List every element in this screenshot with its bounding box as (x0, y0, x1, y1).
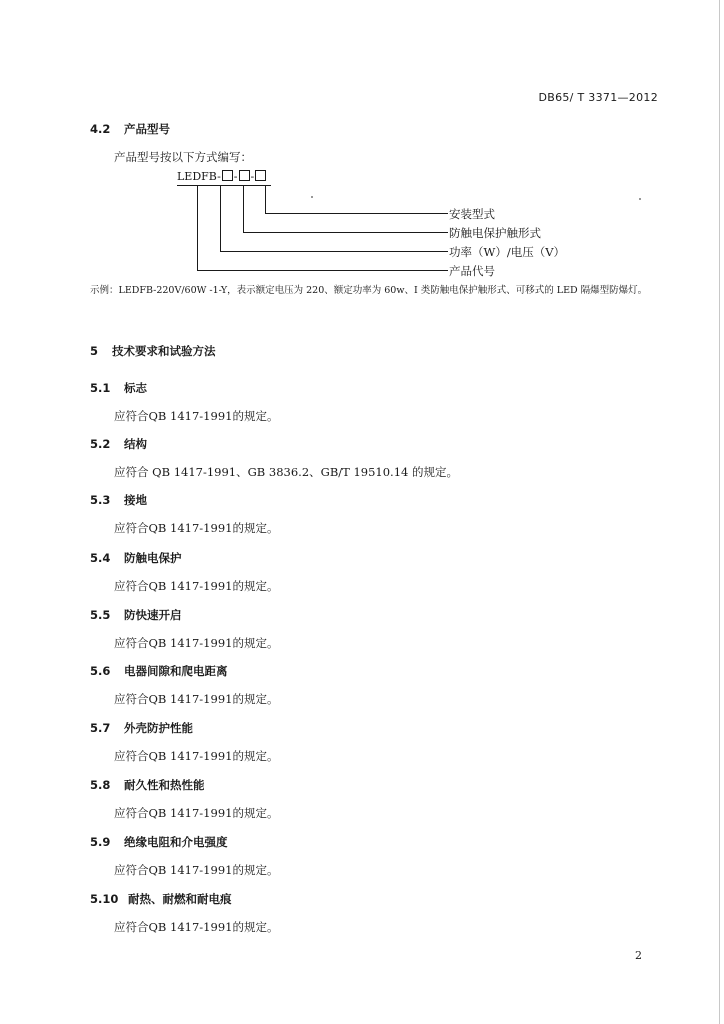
subsection-text: 应符合QB 1417-1991的规定。 (114, 521, 279, 535)
connector-line (243, 186, 244, 233)
document-code: DB65/ T 3371—2012 (538, 91, 658, 104)
subsection-heading: 5.3 接地 (90, 493, 147, 507)
scan-speck (639, 198, 641, 200)
model-code-prefix: LEDFB- (177, 170, 221, 183)
subsection-text: 应符合QB 1417-1991的规定。 (114, 579, 279, 593)
section-number: 5 (90, 344, 99, 358)
section-title: 技术要求和试验方法 (112, 344, 216, 358)
connector-line (197, 270, 448, 271)
scan-speck (311, 196, 313, 198)
connector-line (220, 186, 221, 252)
callout-installation-type: 安装型式 (449, 207, 495, 221)
example-label: 示例： (90, 285, 119, 296)
subsection-text: 应符合QB 1417-1991的规定。 (114, 636, 279, 650)
subsection-heading: 5.9 绝缘电阻和介电强度 (90, 835, 228, 849)
connector-line (265, 186, 266, 214)
callout-power-voltage: 功率（W）/电压（V） (449, 245, 565, 259)
subsection-text: 应符合QB 1417-1991的规定。 (114, 920, 279, 934)
placeholder-box (222, 170, 233, 181)
subsection-heading: 5.7 外壳防护性能 (90, 721, 193, 735)
subsection-text: 应符合 QB 1417-1991、GB 3836.2、GB/T 19510.14 的规定。 (114, 465, 459, 479)
subsection-text: 应符合QB 1417-1991的规定。 (114, 863, 279, 877)
section-title: 产品型号 (124, 122, 170, 136)
connector-line (197, 186, 198, 271)
subsection-heading: 5.2 结构 (90, 437, 147, 451)
page-number: 2 (635, 949, 642, 962)
subsection-heading: 5.1 标志 (90, 381, 147, 395)
model-code: LEDFB- - - (177, 170, 267, 183)
subsection-text: 应符合QB 1417-1991的规定。 (114, 409, 279, 423)
section-heading-5 (90, 343, 216, 359)
section-number: 4.2 (90, 122, 111, 136)
connector-line (220, 251, 448, 252)
subsection-heading: 5.10 耐热、耐燃和耐电痕 (90, 892, 232, 906)
model-code-underline (177, 185, 271, 186)
connector-line (243, 232, 448, 233)
subsection-text: 应符合QB 1417-1991的规定。 (114, 806, 279, 820)
subsection-heading: 5.5 防快速开启 (90, 608, 182, 622)
placeholder-box (239, 170, 250, 181)
placeholder-box (255, 170, 266, 181)
subsection-heading: 5.6 电器间隙和爬电距离 (90, 664, 228, 678)
subsection-text: 应符合QB 1417-1991的规定。 (114, 749, 279, 763)
example-paragraph (90, 280, 670, 301)
subsection-heading: 5.8 耐久性和热性能 (90, 778, 205, 792)
section-heading-4-2 (90, 121, 170, 137)
callout-product-code: 产品代号 (449, 264, 495, 278)
subsection-heading: 5.4 防触电保护 (90, 551, 182, 565)
page-edge (719, 0, 720, 1024)
model-intro: 产品型号按以下方式编写： (114, 150, 252, 164)
example-text: LEDFB-220V/60W -1-Y，表示额定电压为 220、额定功率为 60w、I 类防触电保护触形式、可移式的 LED 隔爆型防爆灯。 (118, 285, 648, 296)
subsection-text: 应符合QB 1417-1991的规定。 (114, 692, 279, 706)
callout-shock-protection: 防触电保护触形式 (449, 226, 541, 240)
connector-line (265, 213, 448, 214)
